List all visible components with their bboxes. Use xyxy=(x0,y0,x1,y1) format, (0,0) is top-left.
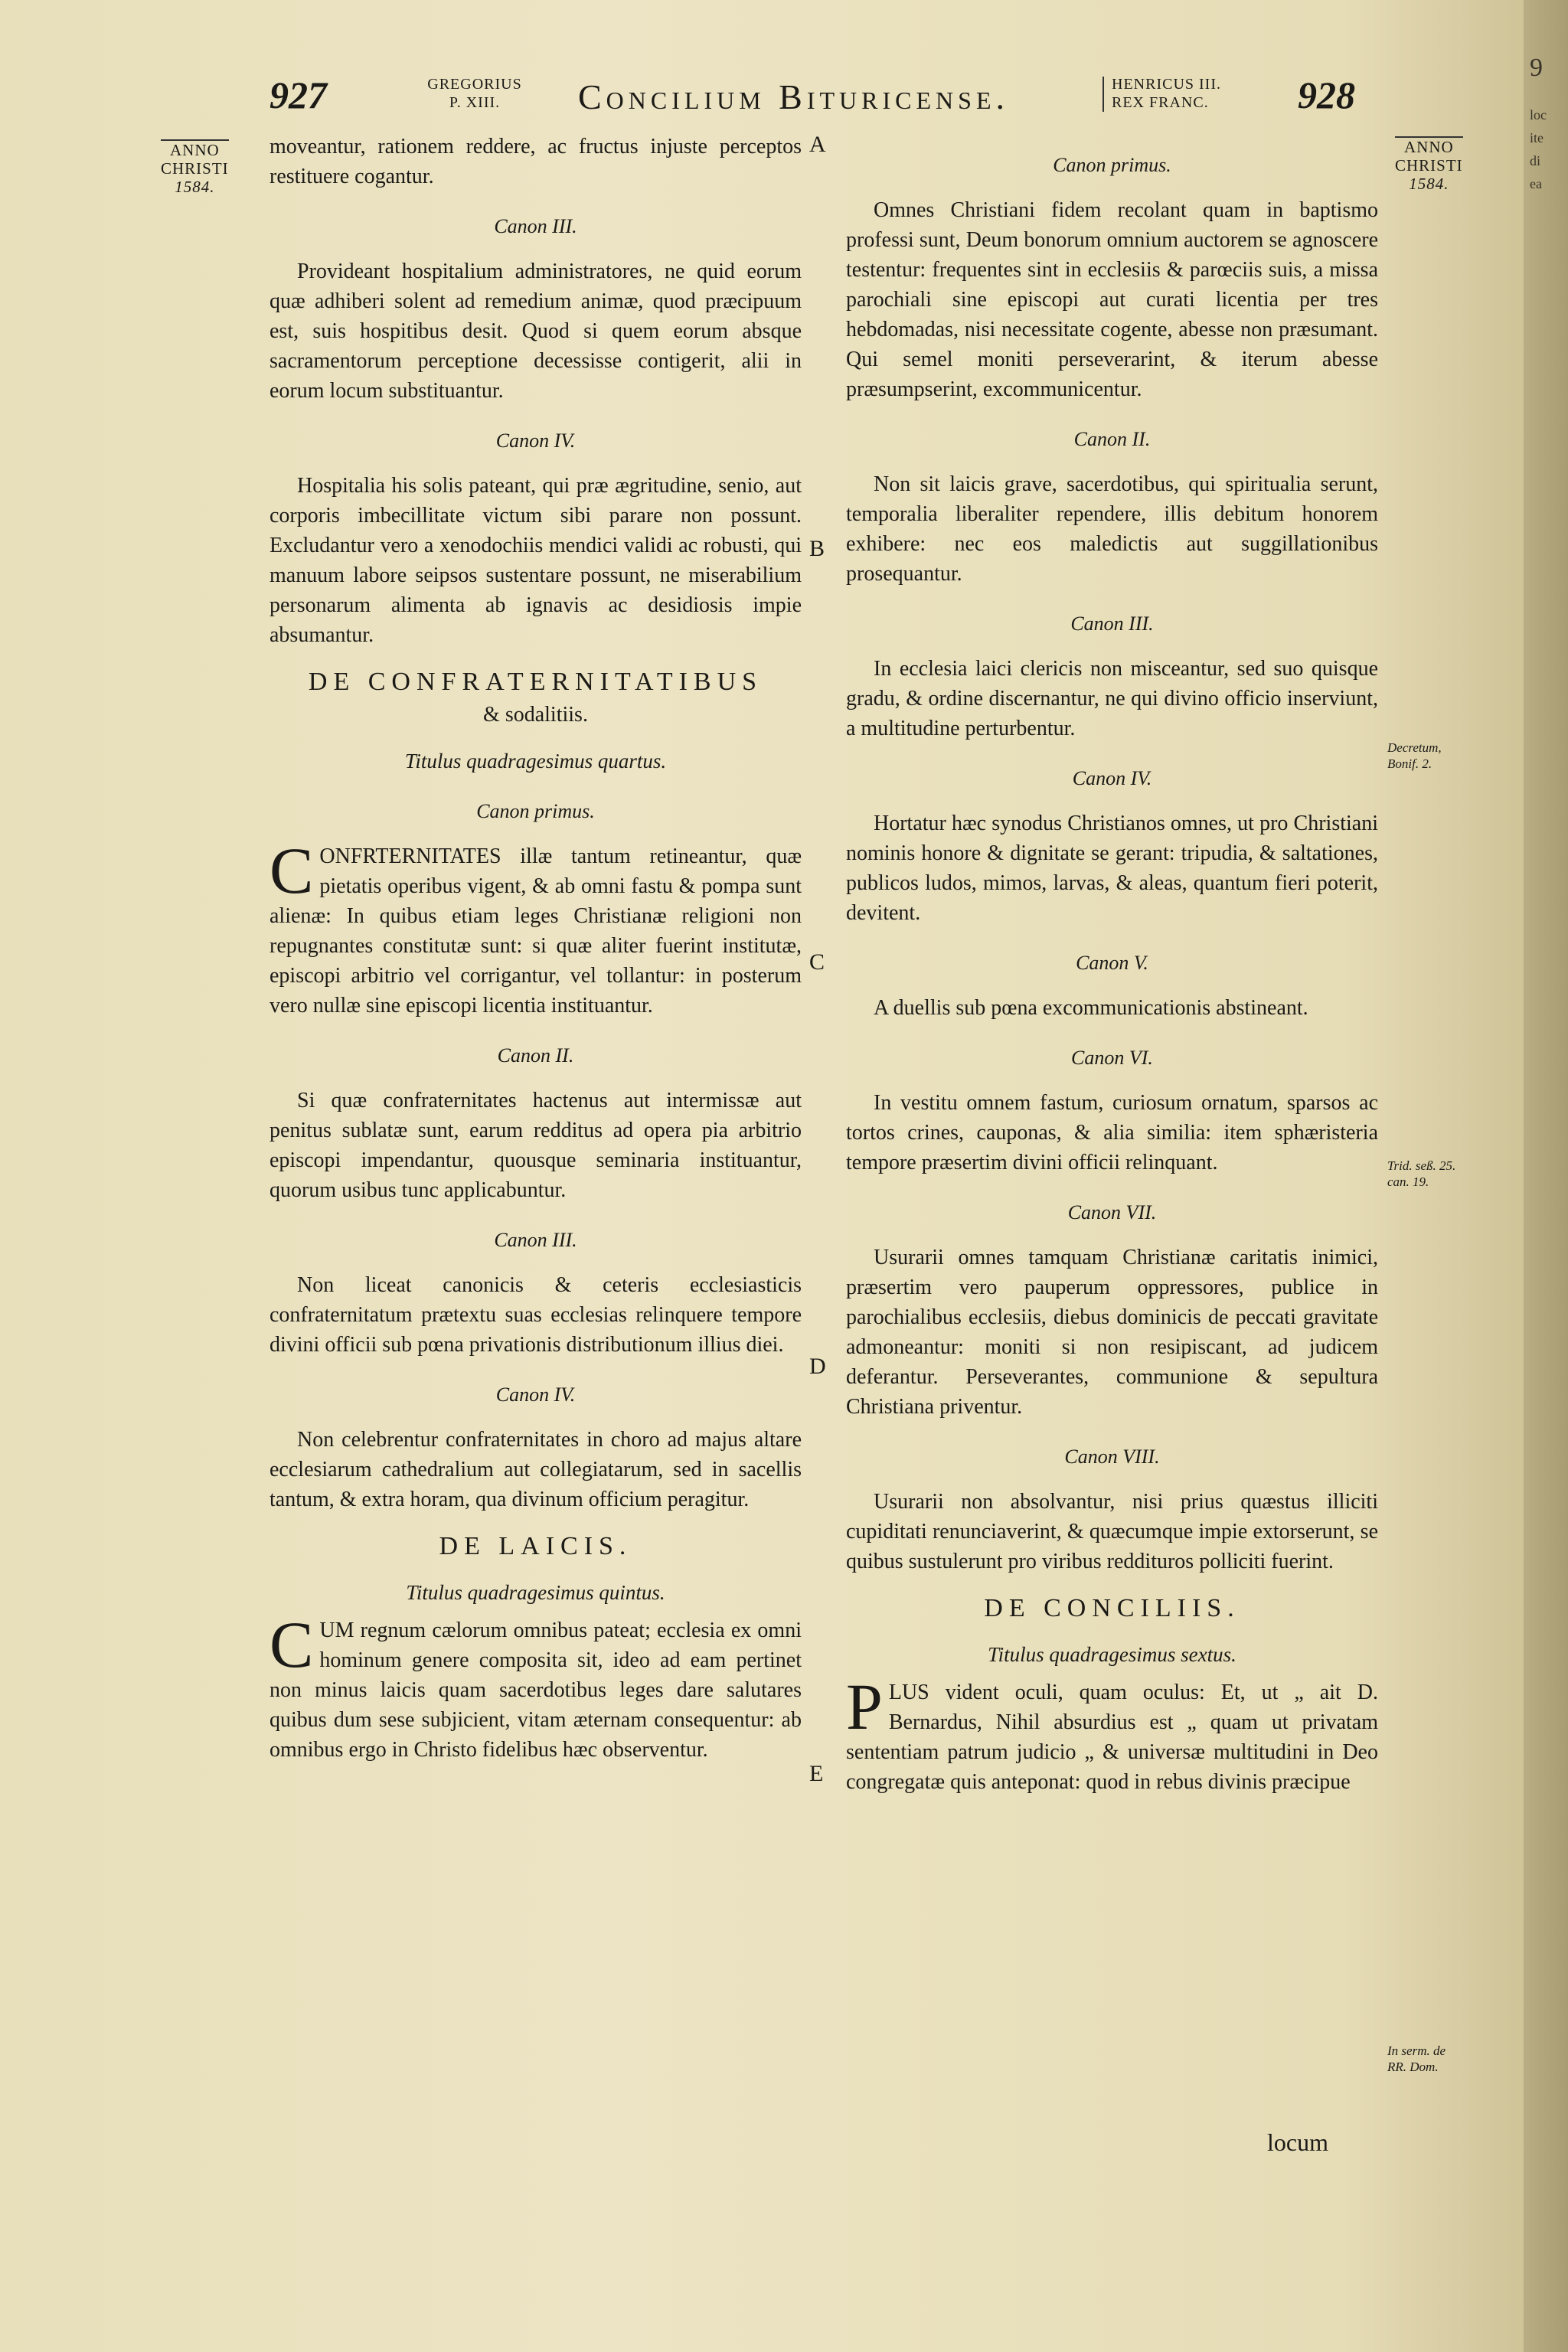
paragraph: A duellis sub pœna excommunicationis abstineant. xyxy=(874,996,1308,1020)
section-letter-b: B xyxy=(809,536,825,561)
paragraph: In vestitu omnem fastum, curiosum ornatum, sparsos ac tortos crines, cauponas, & alia similia: item sphæristeria tempore præsertim divini officii relinquant. xyxy=(846,1091,1378,1174)
section-letter-a: A xyxy=(809,132,826,157)
anno-right: ANNO CHRISTI 1584. xyxy=(1395,138,1463,193)
canon-heading: Canon V. xyxy=(1076,952,1148,974)
section-heading: DE CONFRATERNITATIBUS xyxy=(308,668,763,696)
marginal-note-decretum: Decretum, Bonif. 2. xyxy=(1387,740,1442,771)
right-column xyxy=(846,145,1378,1797)
section-letter-c: C xyxy=(809,949,825,975)
canon-heading: Canon VII. xyxy=(1067,1201,1157,1223)
page-number-right: 928 xyxy=(1298,74,1355,116)
drop-cap: C xyxy=(270,1608,314,1681)
canon-heading: Canon II. xyxy=(497,1044,574,1067)
canon-heading: Canon IV. xyxy=(495,1383,576,1406)
header-pope: GREGORIUS P. XIII. xyxy=(427,76,522,111)
next-page-edge: 9 loc ite di ea xyxy=(1524,0,1568,2352)
canon-heading: Canon primus. xyxy=(476,800,595,822)
paragraph: Omnes Christiani fidem recolant quam in baptismo professi sunt, Deum bonorum omnium auctorem se agnoscere testentur: frequentes sint in ecclesiis & parœciis suis, a missa parochiali sine episcopi aut curati licentia per tres hebdomadas, nisi necessitate cogente, abesse non præsumant. Qui semel moniti perseverarint, & iterum abesse præsumpserint, excommunicentur. xyxy=(846,198,1378,401)
paragraph: Non liceat canonicis & ceteris ecclesiasticis confraternitatum prætextu suas ecclesias relinquere tempore divini officii sub pœna privationis distributionum illius diei. xyxy=(270,1273,802,1357)
paragraph: Hortatur hæc synodus Christianos omnes, ut pro Christiani nominis honore & dignitate se gerant: tripudia, & saltationes, publicos ludos, mimos, larvas, & aleas, quantum fieri poterit, devitent. xyxy=(846,812,1378,925)
paragraph: Hospitalia his solis pateant, qui præ ægritudine, senio, aut corporis imbecillitate victum sibi parare non possunt. Excludantur vero a xenodochiis mendici validi ac robusti, qui manuum labore seipsos sustentare possunt, ne miserabilium personarum alimenta ab ignavis ac desidiosis impie absumantur. xyxy=(270,474,802,647)
canon-heading: Canon II. xyxy=(1073,428,1151,450)
catchword: locum xyxy=(1267,2128,1328,2156)
paragraph: CUM regnum cælorum omnibus pateat; ecclesia ex omni hominum genere composita sit, ideo ad eam pertinet non minus laicis quam sacerdotibus leges dare salutares quibus dum sese subjicient, vitam æternam consequentur: ab omnibus ergo in Christo fidelibus hæc observentur. xyxy=(270,1608,802,1762)
section-letter-e: E xyxy=(809,1761,824,1786)
paragraph: Provideant hospitalium administratores, ne quid eorum quæ adhiberi solent ad remedium animæ, quod præcipuum est, suis hospitibus desit. Quod si quem eorum absque sacramentorum perceptione decessisse contigerit, alii in eorum locum substituantur. xyxy=(270,260,802,403)
paragraph: Usurarii non absolvantur, nisi prius quæstus illiciti cupiditati renunciaverint, & quæcumque impie extorserunt, se quibus sustulerunt pro viribus reddituros polliciti fuerint. xyxy=(846,1490,1378,1573)
section-letter-d: D xyxy=(809,1354,826,1379)
titulus-heading: Titulus quadragesimus quintus. xyxy=(406,1581,665,1604)
paragraph: PLUS vident oculi, quam oculus: Et, ut „ ait D. Bernardus, Nihil absurdius est „ quam ut privatam sententiam patrum judicio „ & universæ multitudini in Deo congregatæ quis anteponat: quod in rebus divinis præcipue xyxy=(846,1670,1378,1794)
marginal-note-trid: Trid. seß. 25. can. 19. xyxy=(1387,1158,1456,1189)
canon-heading: Canon primus. xyxy=(1053,154,1171,176)
paragraph: In ecclesia laici clericis non misceantur, sed suo quisque gradu, & ordine discernantur, ne qui divino officio inserviunt, a multitudine perturbentur. xyxy=(846,657,1378,740)
canon-heading: Canon VIII. xyxy=(1064,1446,1160,1468)
section-heading: DE CONCILIIS. xyxy=(984,1594,1240,1622)
titulus-heading: Titulus quadragesimus sextus. xyxy=(988,1643,1236,1666)
paragraph: Non celebrentur confraternitates in choro ad majus altare ecclesiarum cathedralium aut collegiatarum, sed in sacellis tantum, & extra horam, qua divinum officium peragitur. xyxy=(270,1428,802,1511)
canon-heading: Canon III. xyxy=(1070,612,1154,635)
anno-left: ANNO CHRISTI 1584. xyxy=(161,141,229,196)
header-bracket xyxy=(1102,77,1112,112)
paragraph: moveantur, rationem reddere, ac fructus injuste perceptos restituere cogantur. xyxy=(270,135,802,188)
section-subheading: & sodalitiis. xyxy=(483,703,588,727)
drop-cap: P xyxy=(846,1670,883,1743)
paragraph: Si quæ confraternitates hactenus aut intermissæ aut penitus sublatæ sunt, earum redditus ad opera pia arbitrio episcopi impendantur, quousque seminaria instituantur, quorum usibus tunc applicabuntur. xyxy=(270,1089,802,1202)
paragraph: Usurarii omnes tamquam Christianæ caritatis inimici, præsertim vero pauperum oppressores, publice in parochialibus ecclesiis, diebus dominicis de peccati gravitate admoneantur: moniti si non resipiscant, ad judicem deferantur. Perseverantes, communione & sepultura Christiana priventur. xyxy=(846,1246,1378,1419)
header-king: HENRICUS III. REX FRANC. xyxy=(1112,76,1221,111)
drop-cap: C xyxy=(270,834,314,907)
canon-heading: Canon III. xyxy=(494,215,577,237)
section-heading: DE LAICIS. xyxy=(439,1532,632,1560)
page-title: Concilium Bituricense. xyxy=(578,77,1010,116)
canon-heading: Canon IV. xyxy=(495,430,576,452)
paragraph: CONFRTERNITATES illæ tantum retineantur, quæ pietatis operibus vigent, & ab omni fastu & pompa sunt alienæ: In quibus etiam leges Christianæ religioni non repugnantes constitutæ sunt: si quæ aliter fuerint institutæ, episcopi arbitrio vel corrigantur, vel tollantur: in posterum vero nullæ sine episcopi licentia instituantur. xyxy=(270,834,802,1018)
canon-heading: Canon IV. xyxy=(1072,767,1152,789)
marginal-note-serm: In serm. de RR. Dom. xyxy=(1387,2043,1446,2074)
canon-heading: Canon III. xyxy=(494,1229,577,1251)
page-number-left: 927 xyxy=(270,74,327,116)
titulus-heading: Titulus quadragesimus quartus. xyxy=(404,750,667,773)
paragraph: Non sit laicis grave, sacerdotibus, qui spiritualia serunt, temporalia liberaliter rependere, illis debitum honorem exhibere: nec eos maledictis aut suggillationibus prosequantur. xyxy=(846,472,1378,586)
left-column xyxy=(270,132,802,1765)
canon-heading: Canon VI. xyxy=(1071,1047,1153,1069)
